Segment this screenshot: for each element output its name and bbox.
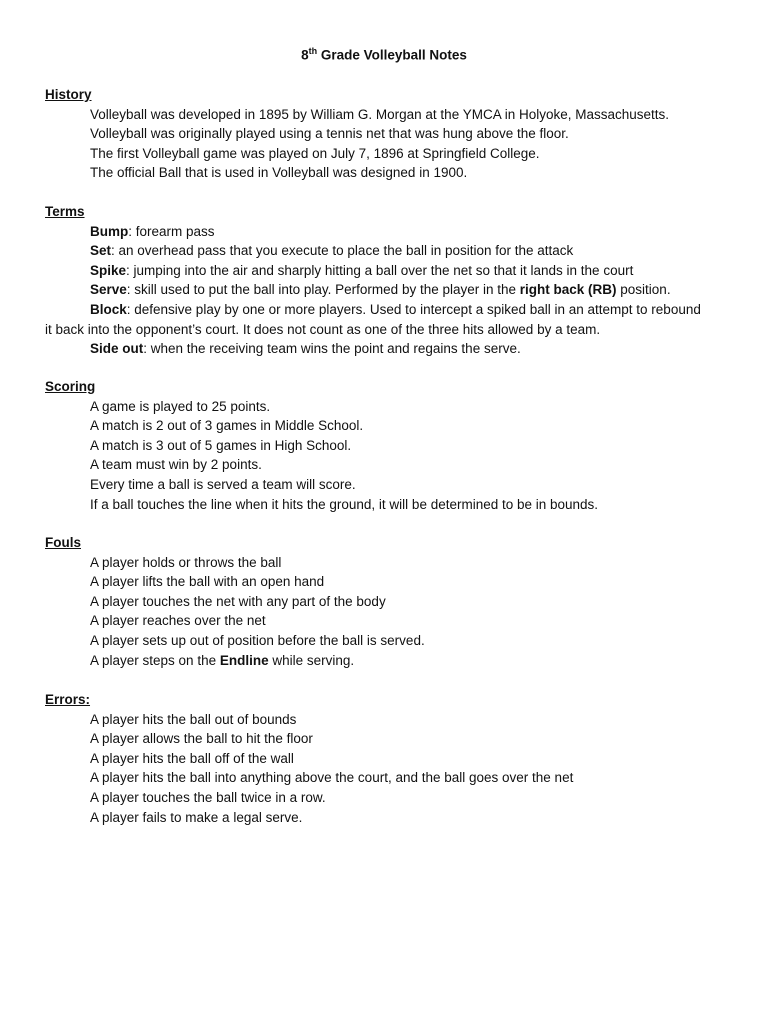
term-spike: Spike: jumping into the air and sharply hitting a ball over the net so that it lands in the court bbox=[90, 262, 634, 278]
scoring-line: If a ball touches the line when it hits the ground, it will be determined to be in bounds. bbox=[90, 496, 599, 512]
fouls-heading: Fouls bbox=[45, 535, 81, 550]
history-line: Volleyball was originally played using a tennis net that was hung above the floor. bbox=[90, 126, 569, 142]
scoring-line: Every time a ball is served a team will score. bbox=[90, 476, 356, 492]
page-title: 8th Grade Volleyball Notes bbox=[301, 46, 467, 63]
foul-line: A player reaches over the net bbox=[90, 613, 266, 629]
foul-line: A player touches the net with any part of the body bbox=[90, 593, 386, 609]
error-line: A player hits the ball into anything above the court, and the ball goes over the net bbox=[90, 770, 574, 786]
foul-line-endline: A player steps on the Endline while serving. bbox=[90, 652, 355, 668]
error-line: A player touches the ball twice in a row. bbox=[90, 789, 326, 805]
scoring-line: A match is 2 out of 3 games in Middle School. bbox=[90, 418, 364, 434]
foul-line: A player holds or throws the ball bbox=[90, 554, 282, 570]
foul-line: A player sets up out of position before the ball is served. bbox=[90, 632, 425, 648]
term-block: Block: defensive play by one or more players. Used to intercept a spiked ball in an attempt to rebound bbox=[90, 301, 701, 317]
term-block-continuation: it back into the opponent’s court. It does not count as one of the three hits allowed by a team. bbox=[45, 321, 601, 337]
scoring-heading: Scoring bbox=[45, 379, 96, 394]
terms-section bbox=[45, 202, 735, 359]
history-line: The first Volleyball game was played on July 7, 1896 at Springfield College. bbox=[90, 145, 540, 161]
error-line: A player hits the ball off of the wall bbox=[90, 750, 294, 766]
term-serve: Serve: skill used to put the ball into play. Performed by the player in the right back (RB) position. bbox=[90, 282, 671, 298]
fouls-section bbox=[45, 533, 735, 670]
term-side-out: Side out: when the receiving team wins the point and regains the serve. bbox=[90, 341, 521, 357]
scoring-section bbox=[45, 377, 735, 514]
errors-section bbox=[45, 690, 735, 827]
terms-heading: Terms bbox=[45, 204, 85, 219]
history-section bbox=[45, 85, 735, 183]
foul-line: A player lifts the ball with an open hand bbox=[90, 574, 325, 590]
term-set: Set: an overhead pass that you execute to place the ball in position for the attack bbox=[90, 243, 574, 259]
error-line: A player hits the ball out of bounds bbox=[90, 711, 297, 727]
errors-heading: Errors: bbox=[45, 692, 91, 707]
scoring-line: A team must win by 2 points. bbox=[90, 457, 262, 473]
error-line: A player allows the ball to hit the floor bbox=[90, 731, 313, 747]
history-heading: History bbox=[45, 87, 92, 102]
error-line: A player fails to make a legal serve. bbox=[90, 809, 303, 825]
scoring-line: A match is 3 out of 5 games in High School. bbox=[90, 437, 352, 453]
history-line: Volleyball was developed in 1895 by William G. Morgan at the YMCA in Holyoke, Massachusetts. bbox=[90, 106, 670, 122]
history-line: The official Ball that is used in Volleyball was designed in 1900. bbox=[90, 165, 468, 181]
term-bump: Bump: forearm pass bbox=[90, 223, 215, 239]
scoring-line: A game is played to 25 points. bbox=[90, 398, 271, 414]
